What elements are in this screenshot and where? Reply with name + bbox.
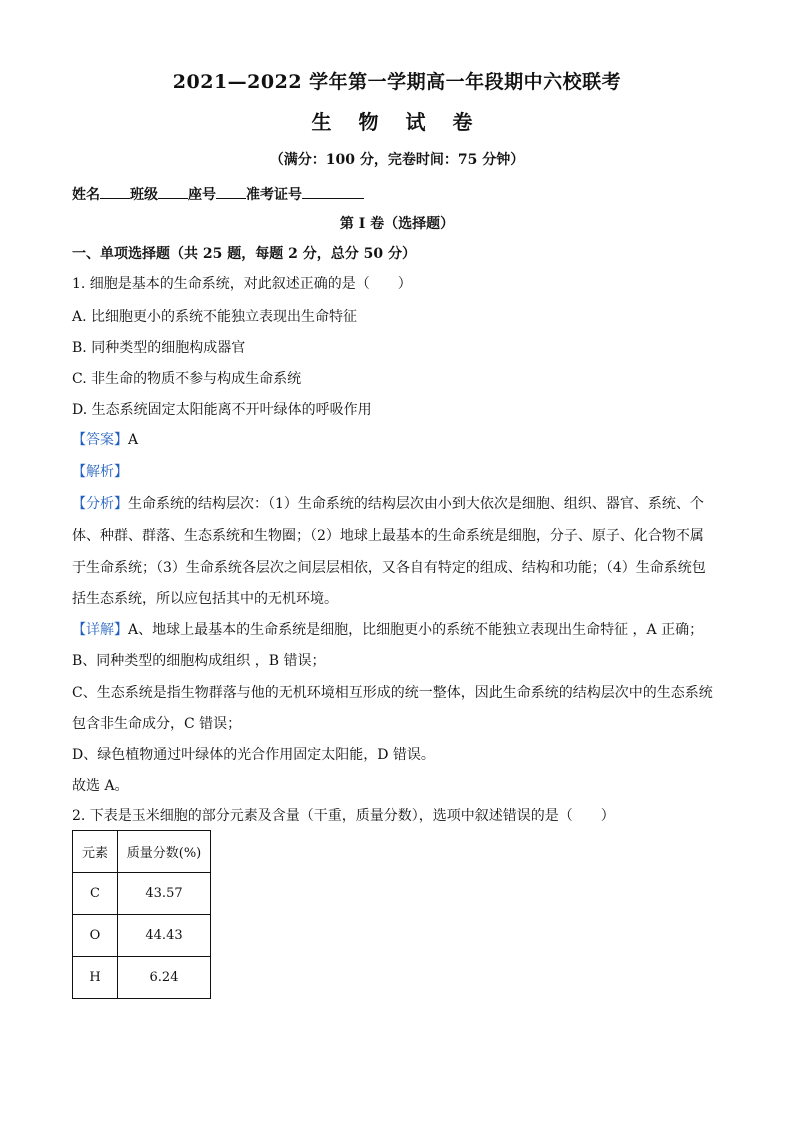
question-1-option-a: A. 比细胞更小的系统不能独立表现出生命特征: [72, 309, 358, 325]
fenxi-tag: 【分析】: [72, 496, 128, 512]
subject-title: 生 物 试 卷: [311, 110, 483, 134]
fenxi-text-1: 生命系统的结构层次：（1）生命系统的结构层次由小到大依次是细胞、组织、器官、系统、个: [128, 496, 704, 512]
table-row: [73, 957, 211, 999]
table-row: [73, 915, 211, 957]
question-1-stem: 1. 细胞是基本的生命系统，对此叙述正确的是（ ）: [72, 276, 412, 292]
exam-title: 2021—2022 学年第一学期高一年段期中六校联考: [172, 71, 622, 93]
question-2-stem: 2. 下表是玉米细胞的部分元素及含量（干重，质量分数），选项中叙述错误的是（ ）: [72, 808, 615, 824]
table-cell: O: [73, 915, 118, 957]
element-content-table: [72, 830, 211, 999]
ticket-blank[interactable]: [302, 184, 364, 199]
table-cell: 6.24: [118, 957, 211, 999]
ticket-label: 准考证号: [246, 187, 302, 203]
name-label: 姓名: [72, 187, 100, 203]
xiangjie-line-2: B、同种类型的细胞构成组织 ，B 错误；: [72, 653, 326, 669]
part-title: 一、单项选择题（共 25 题，每题 2 分，总分 50 分）: [72, 246, 416, 262]
fenxi-line-4: 括生态系统，所以应包括其中的无机环境。: [72, 591, 338, 607]
question-1-option-d: D. 生态系统固定太阳能离不开叶绿体的呼吸作用: [72, 402, 372, 418]
xiangjie-text-1: A、地球上最基本的生命系统是细胞，比细胞更小的系统不能独立表现出生命特征 ，A 正确；: [128, 622, 704, 638]
table-row: [73, 873, 211, 915]
name-blank[interactable]: [100, 184, 130, 199]
table-header-cell: 元素: [73, 831, 118, 873]
table-cell: 44.43: [118, 915, 211, 957]
xiangjie-tag: 【详解】: [72, 622, 128, 638]
seat-label: 座号: [188, 187, 216, 203]
exam-info: （满分：100 分，完卷时间：75 分钟）: [269, 152, 525, 168]
fenxi-line-3: 于生命系统；（3）生命系统各层次之间层层相依，又各自有特定的组成、结构和功能；（4）生命系统包: [72, 560, 706, 576]
table-cell: H: [73, 957, 118, 999]
seat-blank[interactable]: [216, 184, 246, 199]
table-header-cell: 质量分数(%): [118, 831, 211, 873]
fenxi-line-1: [72, 494, 704, 514]
fenxi-line-2: 体、种群、群落、生态系统和生物圈；（2）地球上最基本的生命系统是细胞，分子、原子、化合物不属: [72, 528, 704, 544]
table-header-row: [73, 831, 211, 873]
xiangjie-line-4: 包含非生命成分，C 错误；: [72, 716, 242, 732]
table-cell: 43.57: [118, 873, 211, 915]
answer-value: A: [128, 432, 139, 448]
xiangjie-line-1: [72, 620, 703, 640]
question-1-option-c: C. 非生命的物质不参与构成生命系统: [72, 371, 302, 387]
class-label: 班级: [130, 187, 158, 203]
xiangjie-line-6: 故选 A。: [72, 778, 129, 794]
question-1-answer: [72, 430, 138, 450]
table-cell: C: [73, 873, 118, 915]
analysis-tag: 【解析】: [72, 464, 128, 480]
xiangjie-line-3: C、生态系统是指生物群落与他的无机环境相互形成的统一整体，因此生命系统的结构层次中的生态系统: [72, 685, 713, 701]
class-blank[interactable]: [158, 184, 188, 199]
question-1-option-b: B. 同种类型的细胞构成器官: [72, 340, 246, 356]
student-info-row: [72, 184, 364, 205]
volume-title: 第 I 卷（选择题）: [339, 216, 455, 232]
xiangjie-line-5: D、绿色植物通过叶绿体的光合作用固定太阳能，D 错误。: [72, 747, 435, 763]
answer-tag: 【答案】: [72, 432, 128, 448]
